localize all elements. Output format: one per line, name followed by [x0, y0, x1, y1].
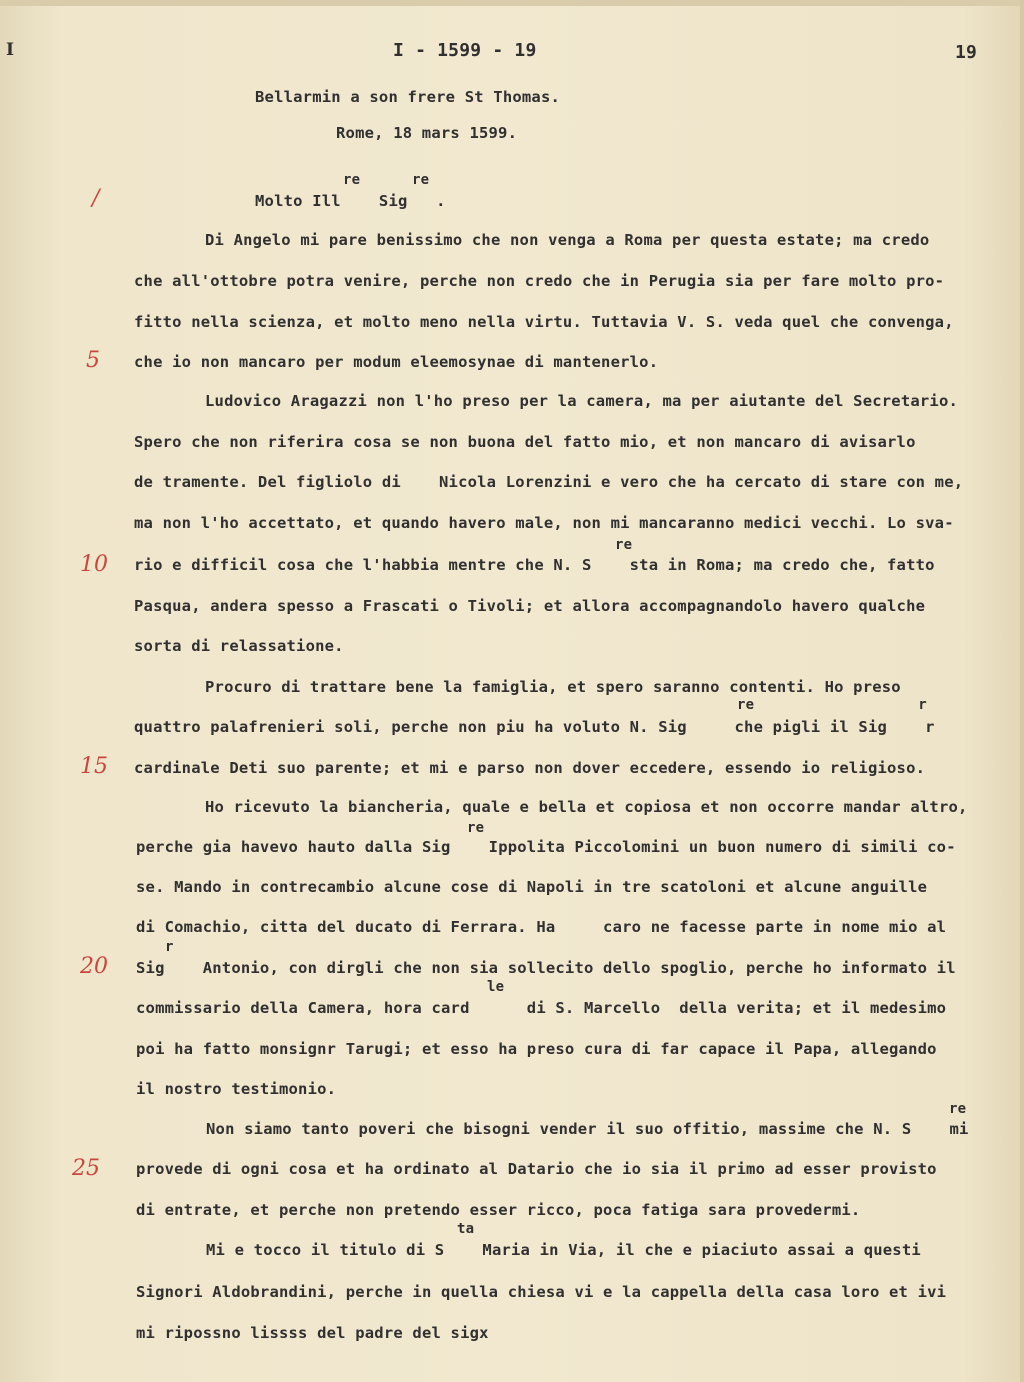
line-superscript: ta [457, 1221, 475, 1237]
body-line-struck: mi ripossno lissss del padre del sigx [136, 1324, 489, 1342]
line-superscript: r [165, 939, 174, 955]
body-line: rio e difficil cosa che l'habbia mentre che N. S sta in Roma; ma credo che, fatto [134, 556, 935, 574]
body-line: poi ha fatto monsignr Tarugi; et esso ha preso cura di far capace il Papa, allegando [136, 1040, 937, 1058]
letter-title: Bellarmin a son frere St Thomas. [255, 88, 561, 106]
line-superscript: re r [737, 697, 927, 713]
body-line: di entrate, et perche non pretendo esser ricco, poca fatiga sara provedermi. [136, 1201, 861, 1219]
body-line: sorta di relassatione. [134, 637, 344, 655]
body-line: Signori Aldobrandini, perche in quella chiesa vi e la cappella della casa loro et ivi [136, 1283, 947, 1301]
page-right-edge [1020, 0, 1024, 1382]
body-line: Mi e tocco il titulo di S Maria in Via, il che e piaciuto assai a questi [206, 1241, 921, 1259]
body-line: Ho ricevuto la biancheria, quale e bella et copiosa et non occorre mandar altro, [205, 798, 968, 816]
body-line: che all'ottobre potra venire, perche non credo che in Perugia sia per fare molto pro- [134, 272, 945, 290]
body-line: Non siamo tanto poveri che bisogni vender il suo offitio, massime che N. S mi [206, 1120, 969, 1138]
body-line: cardinale Deti suo parente; et mi e parso non dover eccedere, essendo io religioso. [134, 759, 926, 777]
body-line: il nostro testimonio. [136, 1080, 337, 1098]
margin-number-15: 15 [80, 754, 108, 779]
corner-mark: I [6, 40, 14, 60]
body-line: Sig Antonio, con dirgli che non sia sollecito dello spoglio, perche ho informato il [136, 959, 956, 977]
line-superscript: le [487, 979, 505, 995]
line-superscript: re [615, 537, 633, 553]
body-line: Procuro di trattare bene la famiglia, et spero saranno contenti. Ho preso [205, 678, 901, 696]
body-line: provede di ogni cosa et ha ordinato al Datario che io sia il primo ad esser provisto [136, 1160, 937, 1178]
letter-dateline: Rome, 18 mars 1599. [336, 124, 518, 142]
salutation-superscript: re re [343, 172, 430, 188]
page-top-edge [0, 0, 1024, 6]
line-superscript: re [467, 820, 485, 836]
margin-number-1: / [92, 186, 100, 211]
body-line: Di Angelo mi pare benissimo che non venga a Roma per questa estate; ma credo [205, 231, 930, 249]
body-line: perche gia havevo hauto dalla Sig Ippolita Piccolomini un buon numero di simili co- [136, 838, 956, 856]
margin-number-20: 20 [80, 954, 108, 979]
body-line: di Comachio, citta del ducato di Ferrara. Ha caro ne facesse parte in nome mio al [136, 918, 947, 936]
body-line: ma non l'ho accettato, et quando havero male, non mi mancaranno medici vecchi. Lo sva- [134, 514, 954, 532]
body-line: Ludovico Aragazzi non l'ho preso per la camera, ma per aiutante del Secretario. [205, 392, 959, 410]
page-number: 19 [955, 42, 978, 63]
body-line: Spero che non riferira cosa se non buona del fatto mio, et non mancaro di avisarlo [134, 433, 916, 451]
body-line: quattro palafrenieri soli, perche non piu ha voluto N. Sig che pigli il Sig r [134, 718, 935, 736]
document-reference: I - 1599 - 19 [393, 40, 537, 61]
body-line: se. Mando in contrecambio alcune cose di Napoli in tre scatoloni et alcune anguille [136, 878, 928, 896]
body-line: de tramente. Del figliolo di Nicola Lorenzini e vero che ha cercato di stare con me, [134, 473, 964, 491]
salutation: Molto Ill Sig . [255, 192, 446, 210]
line-superscript: re [949, 1101, 967, 1117]
margin-number-25: 25 [72, 1156, 100, 1181]
margin-number-10: 10 [80, 552, 108, 577]
body-line: Pasqua, andera spesso a Frascati o Tivoli; et allora accompagnandolo havero qualche [134, 597, 926, 615]
body-line: che io non mancaro per modum eleemosynae di mantenerlo. [134, 353, 659, 371]
body-line: fitto nella scienza, et molto meno nella virtu. Tuttavia V. S. veda quel che convenga, [134, 313, 954, 331]
body-line: commissario della Camera, hora card di S. Marcello della verita; et il medesimo [136, 999, 947, 1017]
margin-number-5: 5 [86, 348, 100, 373]
